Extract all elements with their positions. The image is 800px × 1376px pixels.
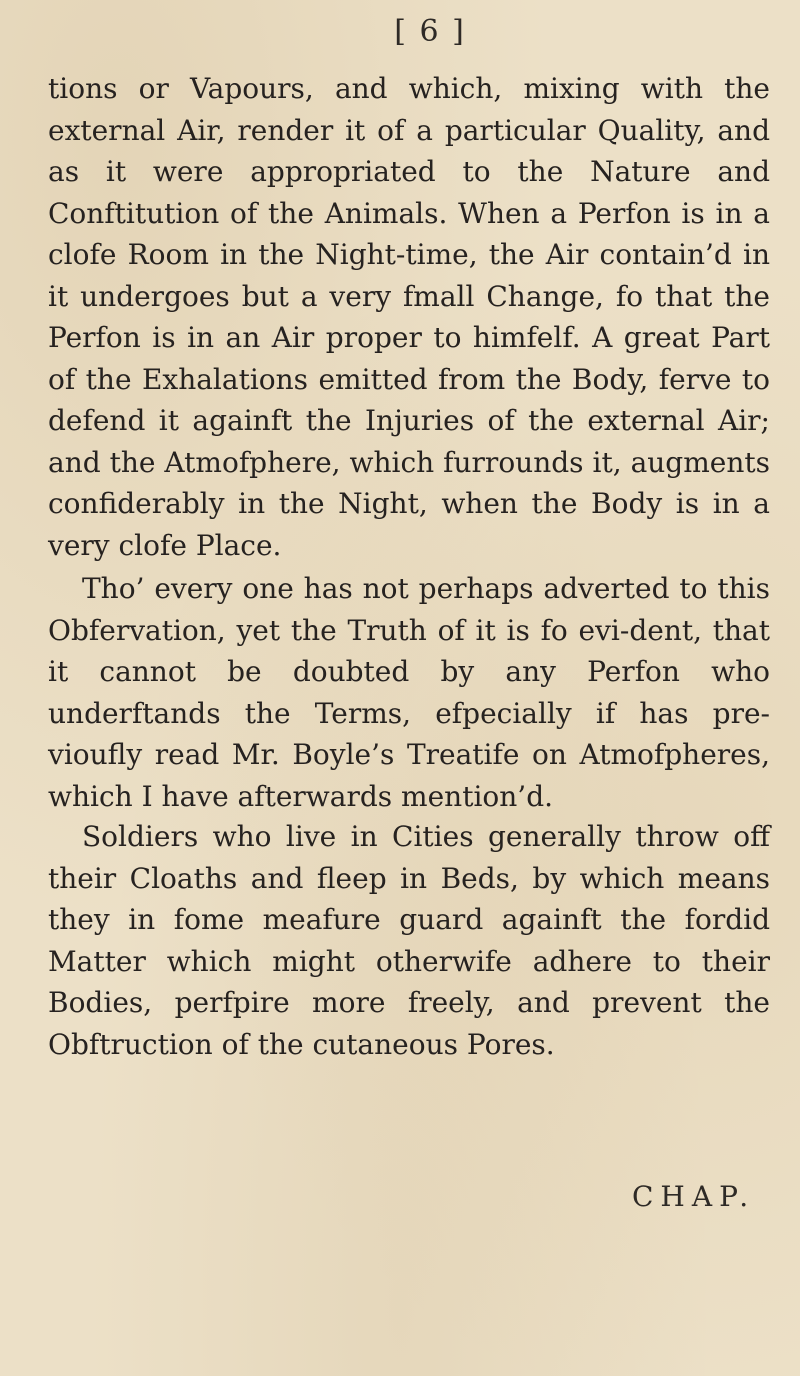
page-number: [ 6 ] [394, 14, 466, 49]
catchword: CHAP. [632, 1180, 756, 1213]
paragraph-2-text: Tho’ every one has not perhaps adverted to this Obfervation, yet the Truth of it is fo evi-dent, that it cannot be doubted by any Perfon who underftands the Terms, efpecially if has pre-vioufly read Mr. Boyle’s Treatife on Atmofpheres, which I have afterwards mention’d. [48, 572, 770, 813]
paragraph-3-text: Soldiers who live in Cities generally throw off their Cloaths and fleep in Beds, by which means they in fome meafure guard againft the fordid Matter which might otherwife adhere to their Bodies, perfpire more freely, and prevent the Obftruction of the cutaneous Pores. [48, 820, 770, 1061]
paragraph-3 [48, 816, 770, 1065]
paragraph-1-text: tions or Vapours, and which, mixing with the external Air, render it of a particular Quality, and as it were appropriated to the Nature and Conftitution of the Animals. When a Perfon is in a clofe Room in the Night-time, the Air contain’d in it undergoes but a very fmall Change, fo that the Perfon is in an Air proper to himfelf. A great Part of the Exhalations emitted from the Body, ferve to defend it againft the Injuries of the external Air; and the Atmofphere, which furrounds it, augments confiderably in the Night, when the Body is in a very clofe Place. [48, 72, 770, 562]
paragraph-2 [48, 568, 770, 817]
paragraph-1 [48, 68, 770, 566]
